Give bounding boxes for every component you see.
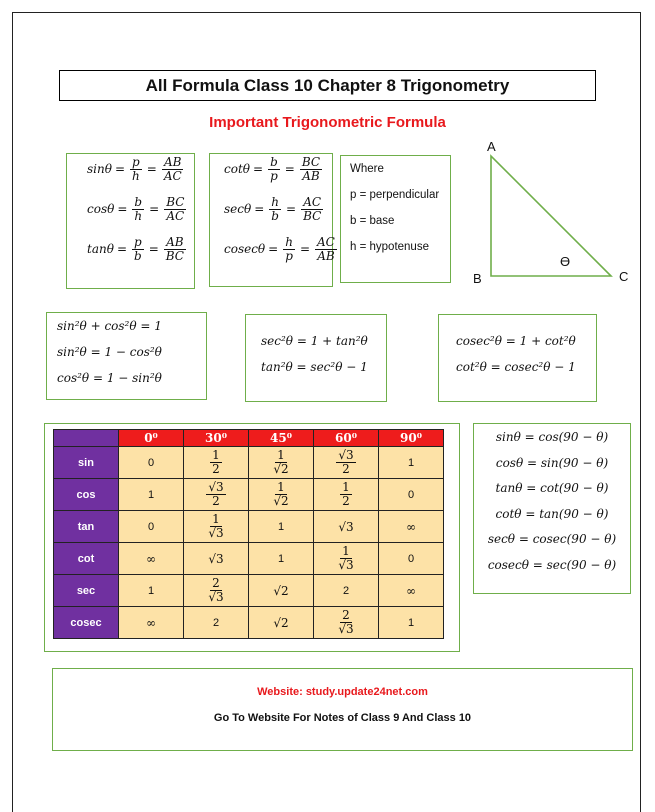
fraction-numerator: b — [134, 195, 143, 209]
fraction-numerator: 2 — [212, 576, 220, 591]
cell-value: 1 — [277, 520, 285, 533]
equals-sign: = — [253, 162, 264, 177]
fraction-denominator: 2 — [342, 494, 350, 508]
table-cell — [119, 447, 184, 479]
complementary-box — [473, 423, 631, 594]
ratio-formula — [87, 196, 188, 222]
fraction-denominator: √3 — [208, 590, 224, 604]
identity-line: sec²θ = 1 + tan²θ — [261, 334, 368, 348]
table-cell — [184, 543, 249, 575]
fraction-numerator: 1 — [277, 448, 285, 463]
fraction-numerator: p — [132, 155, 140, 169]
cell-value: 2 — [342, 584, 350, 597]
cell-value: 1 — [147, 488, 155, 501]
fraction-denominator: b — [271, 208, 279, 223]
equals-sign: = — [268, 242, 279, 257]
function-name: sin — [54, 447, 119, 479]
table-row — [54, 575, 444, 607]
fraction-denominator: BC — [303, 208, 322, 223]
cell-fraction — [208, 577, 223, 603]
ratio-formula — [224, 236, 339, 262]
ratio-lhs: secθ — [224, 202, 252, 217]
fraction-denominator: AC — [166, 208, 185, 223]
identity-box-sin-cos — [46, 312, 207, 400]
equals-sign: = — [284, 162, 295, 177]
fraction-numerator: AB — [166, 235, 184, 249]
fraction-numerator: 1 — [342, 544, 350, 559]
fraction-denominator: BC — [165, 248, 184, 263]
equals-sign: = — [149, 202, 160, 217]
table-cell — [184, 607, 249, 639]
ratio-formula — [87, 236, 188, 262]
function-name: cos — [54, 479, 119, 511]
fraction-numerator: h — [285, 235, 293, 249]
cell-fraction — [338, 609, 353, 635]
identity-line: cosec²θ = 1 + cot²θ — [456, 334, 576, 348]
equals-sign: = — [254, 202, 265, 217]
ratio-lhs: cosθ — [87, 202, 115, 217]
table-cell — [314, 447, 379, 479]
fraction-numerator: √3 — [208, 480, 224, 495]
fraction-numerator: BC — [301, 155, 321, 169]
table-cell — [249, 543, 314, 575]
fraction-numerator: 1 — [212, 448, 220, 463]
table-row — [54, 447, 444, 479]
table-row — [54, 479, 444, 511]
angle-header: 30⁰ — [184, 430, 249, 447]
function-name: tan — [54, 511, 119, 543]
cell-value: ∞ — [406, 583, 416, 598]
cell-value: 2 — [212, 616, 220, 629]
table-cell — [249, 575, 314, 607]
ratios-box-1 — [66, 153, 195, 289]
right-triangle-diagram — [485, 150, 615, 280]
angle-header: 60⁰ — [314, 430, 379, 447]
cell-value: ∞ — [146, 551, 156, 566]
where-box — [340, 155, 451, 283]
trig-values-table — [53, 429, 444, 639]
cell-fraction — [206, 481, 225, 507]
table-cell — [119, 575, 184, 607]
cell-fraction — [340, 481, 352, 507]
table-cell — [379, 575, 444, 607]
table-cell — [314, 607, 379, 639]
table-cell — [379, 543, 444, 575]
fraction-numerator: p — [134, 235, 142, 249]
cell-fraction — [336, 449, 355, 475]
ratio-fraction-sides — [162, 156, 184, 182]
ratio-formula — [87, 156, 186, 182]
fraction-denominator: h — [132, 168, 140, 183]
cell-fraction — [210, 449, 222, 475]
ratio-fraction-sides — [315, 236, 337, 262]
where-h: h = hypotenuse — [350, 241, 429, 253]
ratio-fraction-sides — [300, 156, 322, 182]
identity-line: cos²θ = 1 − sin²θ — [57, 371, 162, 385]
ratio-lhs: tanθ — [87, 242, 114, 257]
equals-sign: = — [299, 242, 311, 257]
ratio-fraction-letters — [130, 156, 142, 182]
fraction-denominator: √3 — [338, 622, 354, 636]
fraction-denominator: h — [134, 208, 143, 223]
equals-sign: = — [286, 202, 297, 217]
fraction-numerator: 2 — [342, 608, 350, 623]
equals-sign: = — [114, 162, 126, 177]
ratio-formula — [224, 156, 324, 182]
ratio-fraction-letters — [268, 156, 280, 182]
angle-header: 0⁰ — [119, 430, 184, 447]
function-name: cot — [54, 543, 119, 575]
footer-box — [52, 668, 633, 751]
table-cell — [314, 511, 379, 543]
fraction-denominator: AB — [317, 248, 335, 263]
identity-line: cot²θ = cosec²θ − 1 — [456, 360, 576, 374]
fraction-denominator: √2 — [273, 494, 289, 508]
identity-line: sin²θ = 1 − cos²θ — [57, 345, 162, 359]
fraction-denominator: 2 — [342, 462, 350, 476]
table-cell — [184, 511, 249, 543]
cell-value: 0 — [407, 552, 415, 565]
table-row — [54, 511, 444, 543]
website-link[interactable]: Website: study.update24net.com — [257, 686, 428, 698]
ratio-fraction-sides — [164, 236, 186, 262]
ratio-formula — [224, 196, 325, 222]
table-cell — [184, 575, 249, 607]
table-cell — [249, 479, 314, 511]
function-name: sec — [54, 575, 119, 607]
angle-theta-label: ϴ — [560, 254, 571, 269]
table-cell — [249, 447, 314, 479]
fraction-denominator: p — [270, 168, 278, 183]
where-b: b = base — [350, 215, 395, 227]
table-cell — [249, 511, 314, 543]
where-heading: Where — [350, 163, 384, 175]
subtitle: Important Trigonometric Formula — [209, 114, 446, 131]
cell-value: 1 — [407, 616, 415, 629]
complementary-formula: secθ = cosec(90 − θ) — [487, 532, 617, 547]
fraction-numerator: 1 — [212, 512, 220, 527]
cell-value: 0 — [147, 520, 155, 533]
vertex-c-label: C — [619, 269, 629, 284]
ratios-box-2 — [209, 153, 333, 287]
complementary-formula: tanθ = cot(90 − θ) — [495, 481, 609, 496]
cell-fraction — [273, 481, 288, 507]
ratio-fraction-letters — [132, 236, 144, 262]
ratio-fraction-sides — [301, 196, 323, 222]
ratio-fraction-letters — [283, 236, 295, 262]
function-name: cosec — [54, 607, 119, 639]
cell-value: √2 — [273, 615, 289, 630]
vertex-b-label: B — [473, 271, 482, 286]
fraction-numerator: 1 — [342, 480, 350, 495]
fraction-denominator: 2 — [212, 494, 220, 508]
fraction-denominator: p — [285, 248, 293, 263]
table-cell — [379, 447, 444, 479]
fraction-denominator: √3 — [208, 526, 224, 540]
fraction-denominator: √3 — [338, 558, 354, 572]
table-cell — [249, 607, 314, 639]
fraction-numerator: AC — [303, 195, 322, 209]
cell-fraction — [208, 513, 223, 539]
cell-value: 0 — [407, 488, 415, 501]
fraction-numerator: b — [270, 155, 278, 169]
angle-header: 45⁰ — [249, 430, 314, 447]
ratio-lhs: cotθ — [224, 162, 250, 177]
table-cell — [119, 479, 184, 511]
equals-sign: = — [148, 242, 159, 257]
cell-value: √3 — [338, 519, 354, 534]
table-cell — [379, 511, 444, 543]
fraction-denominator: √2 — [273, 462, 289, 476]
cell-value: √2 — [273, 583, 289, 598]
cell-value: 0 — [147, 456, 155, 469]
cell-value: 1 — [147, 584, 155, 597]
table-cell — [314, 543, 379, 575]
fraction-numerator: 1 — [277, 480, 285, 495]
fraction-denominator: 2 — [212, 462, 220, 476]
table-cell — [184, 479, 249, 511]
table-cell — [314, 479, 379, 511]
fraction-denominator: b — [134, 248, 142, 263]
table-cell — [184, 447, 249, 479]
table-cell — [119, 543, 184, 575]
complementary-formula: cosecθ = sec(90 − θ) — [487, 558, 617, 572]
fraction-denominator: AB — [302, 168, 320, 183]
ratio-fraction-sides — [164, 196, 186, 222]
table-cell — [379, 607, 444, 639]
fraction-numerator: h — [271, 195, 280, 209]
fraction-denominator: AC — [163, 168, 182, 183]
fraction-numerator: BC — [166, 195, 185, 209]
identity-line: tan²θ = sec²θ − 1 — [261, 360, 368, 374]
complementary-formula: cotθ = tan(90 − θ) — [495, 506, 609, 521]
equals-sign: = — [117, 202, 128, 217]
ratio-fraction-letters — [132, 196, 144, 222]
fraction-numerator: AC — [317, 235, 335, 249]
where-p: p = perpendicular — [350, 189, 440, 201]
equals-sign: = — [146, 162, 157, 177]
cell-value: ∞ — [146, 615, 156, 630]
table-row — [54, 607, 444, 639]
ratio-lhs: sinθ — [87, 162, 112, 177]
table-row — [54, 543, 444, 575]
fraction-numerator: AB — [164, 155, 182, 169]
footer-note: Go To Website For Notes of Class 9 And Class 10 — [213, 712, 472, 724]
cell-fraction — [273, 449, 288, 475]
angle-header: 90⁰ — [379, 430, 444, 447]
table-corner — [54, 430, 119, 447]
vertex-a-label: A — [487, 139, 496, 154]
page-title — [59, 70, 596, 101]
identity-box-cosec-cot — [438, 314, 597, 402]
table-cell — [379, 479, 444, 511]
identity-box-sec-tan — [245, 314, 387, 402]
cell-value: 1 — [407, 456, 415, 469]
complementary-formula: sinθ = cos(90 − θ) — [495, 430, 609, 444]
title-text: All Formula Class 10 Chapter 8 Trigonometry — [145, 75, 510, 95]
table-cell — [119, 511, 184, 543]
cell-fraction — [338, 545, 353, 571]
table-cell — [314, 575, 379, 607]
cell-value: √3 — [208, 551, 224, 566]
identity-line: sin²θ + cos²θ = 1 — [57, 319, 162, 333]
complementary-formula: cosθ = sin(90 − θ) — [495, 455, 609, 470]
cell-value: 1 — [277, 552, 285, 565]
table-cell — [119, 607, 184, 639]
cell-value: ∞ — [406, 519, 416, 534]
equals-sign: = — [116, 242, 127, 257]
ratio-fraction-letters — [269, 196, 281, 222]
ratio-lhs: cosecθ — [224, 242, 266, 257]
fraction-numerator: √3 — [338, 448, 354, 463]
